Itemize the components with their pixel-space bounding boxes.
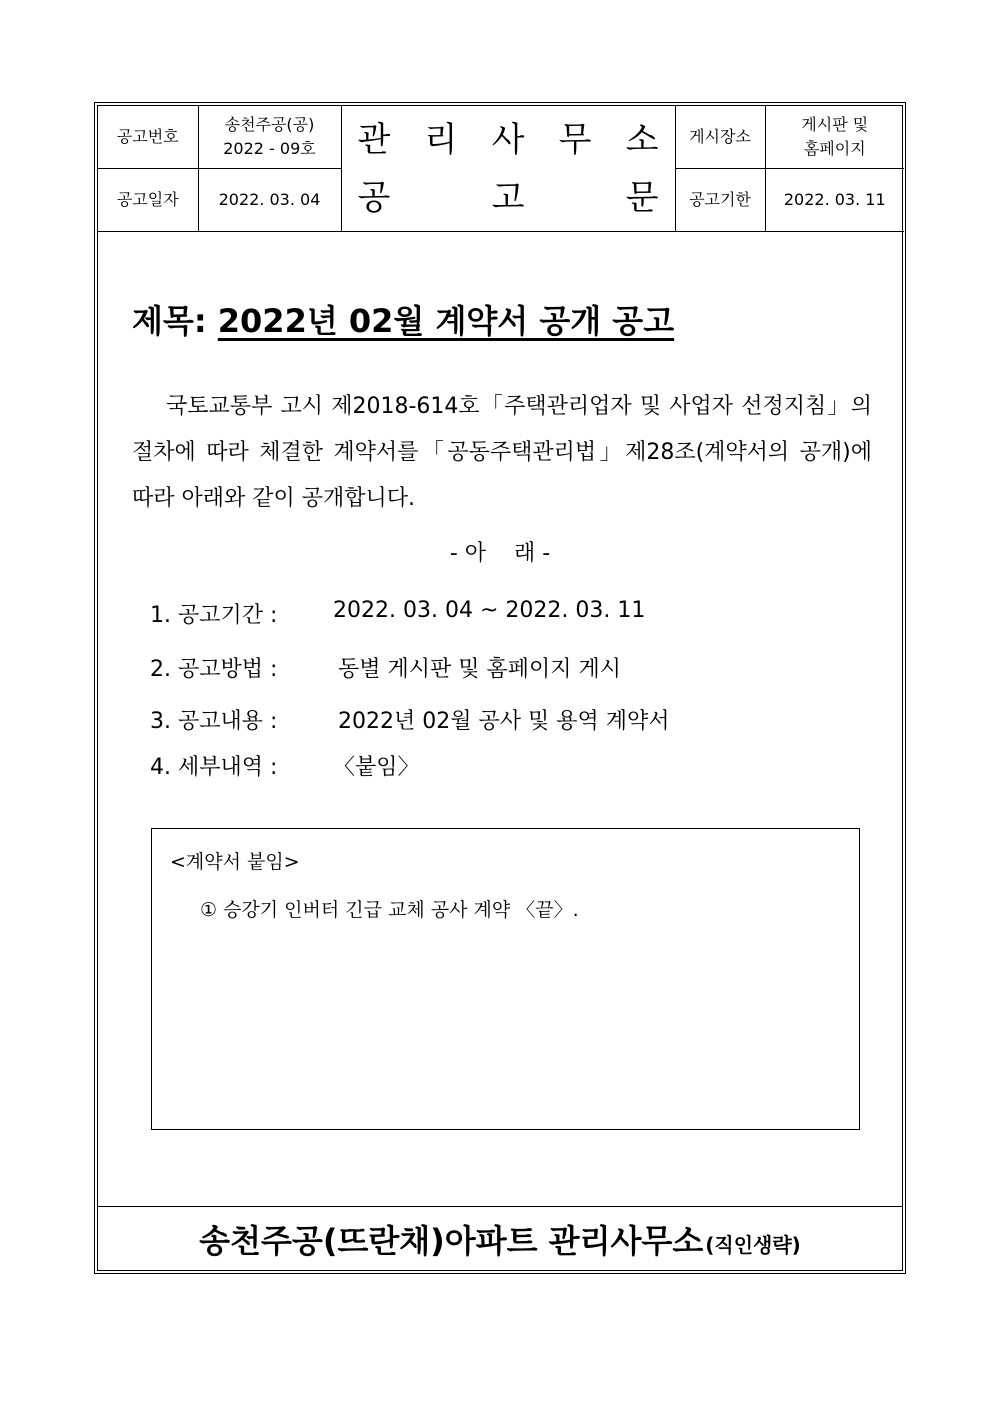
item-method xyxy=(150,652,621,683)
item-details xyxy=(150,750,420,781)
notice-number-line1: 송천주공(공) xyxy=(224,115,315,134)
attachment-box xyxy=(151,828,860,1130)
item-value: 동별 게시판 및 홈페이지 게시 xyxy=(338,657,621,682)
posting-place-label: 게시장소 xyxy=(675,106,765,169)
notice-title-cell xyxy=(341,106,675,232)
notice-header-table xyxy=(98,106,904,232)
below-marker: - 아 래 - xyxy=(449,541,551,566)
notice-footer xyxy=(98,1206,902,1272)
posting-place-line2: 홈페이지 xyxy=(803,139,866,158)
item-label: 4. 세부내역 : xyxy=(150,755,278,780)
title-char: 소 xyxy=(625,119,659,160)
title-line-notice xyxy=(342,169,675,227)
title-char: 무 xyxy=(558,119,592,160)
subject-prefix: 제목: xyxy=(132,302,207,340)
notice-date-value: 2022. 03. 04 xyxy=(198,169,341,232)
title-char: 리 xyxy=(424,119,458,160)
attachment-entry: ① 승강기 인버터 긴급 교체 공사 계약 〈끝〉. xyxy=(200,899,579,921)
item-content xyxy=(150,704,670,735)
notice-frame xyxy=(94,102,906,1274)
notice-number-line2: 2022 - 09호 xyxy=(223,139,316,158)
item-label: 2. 공고방법 : xyxy=(150,657,278,682)
item-value: 2022. 03. 04 ~ 2022. 03. 11 xyxy=(333,598,646,623)
notice-inner-frame xyxy=(97,105,903,1271)
body-paragraph: 국토교통부 고시 제2018-614호「주택관리업자 및 사업자 선정지침」의 절차에 따라 체결한 계약서를「공동주택관리법」제28조(계약서의 공개)에 따라 아래와 같이 공개합니다. xyxy=(132,394,872,511)
notice-body xyxy=(132,384,872,522)
item-period xyxy=(150,598,646,629)
item-value: 〈붙임〉 xyxy=(333,755,420,780)
subject-text: 2022년 02월 계약서 공개 공고 xyxy=(217,302,675,340)
deadline-label: 공고기한 xyxy=(675,169,765,232)
item-label: 3. 공고내용 : xyxy=(150,709,278,734)
notice-number-value xyxy=(198,106,341,169)
title-line-office xyxy=(342,111,675,169)
title-char: 고 xyxy=(491,177,525,218)
deadline-value: 2022. 03. 11 xyxy=(765,169,904,232)
title-char: 공 xyxy=(357,177,391,218)
title-char: 관 xyxy=(357,119,391,160)
issuer-name: 송천주공(뜨란채)아파트 관리사무소 xyxy=(199,1222,704,1260)
title-char: 문 xyxy=(625,177,659,218)
attachment-title: <계약서 붙임> xyxy=(170,851,300,873)
posting-place-value xyxy=(765,106,904,169)
seal-note: (직인생략) xyxy=(705,1232,801,1257)
notice-number-label: 공고번호 xyxy=(98,106,198,169)
item-value: 2022년 02월 공사 및 용역 계약서 xyxy=(338,709,670,734)
notice-subject xyxy=(132,296,674,342)
title-char: 사 xyxy=(491,119,525,160)
posting-place-line1: 게시판 및 xyxy=(801,115,869,134)
notice-date-label: 공고일자 xyxy=(98,169,198,232)
item-label: 1. 공고기간 : xyxy=(150,603,278,628)
